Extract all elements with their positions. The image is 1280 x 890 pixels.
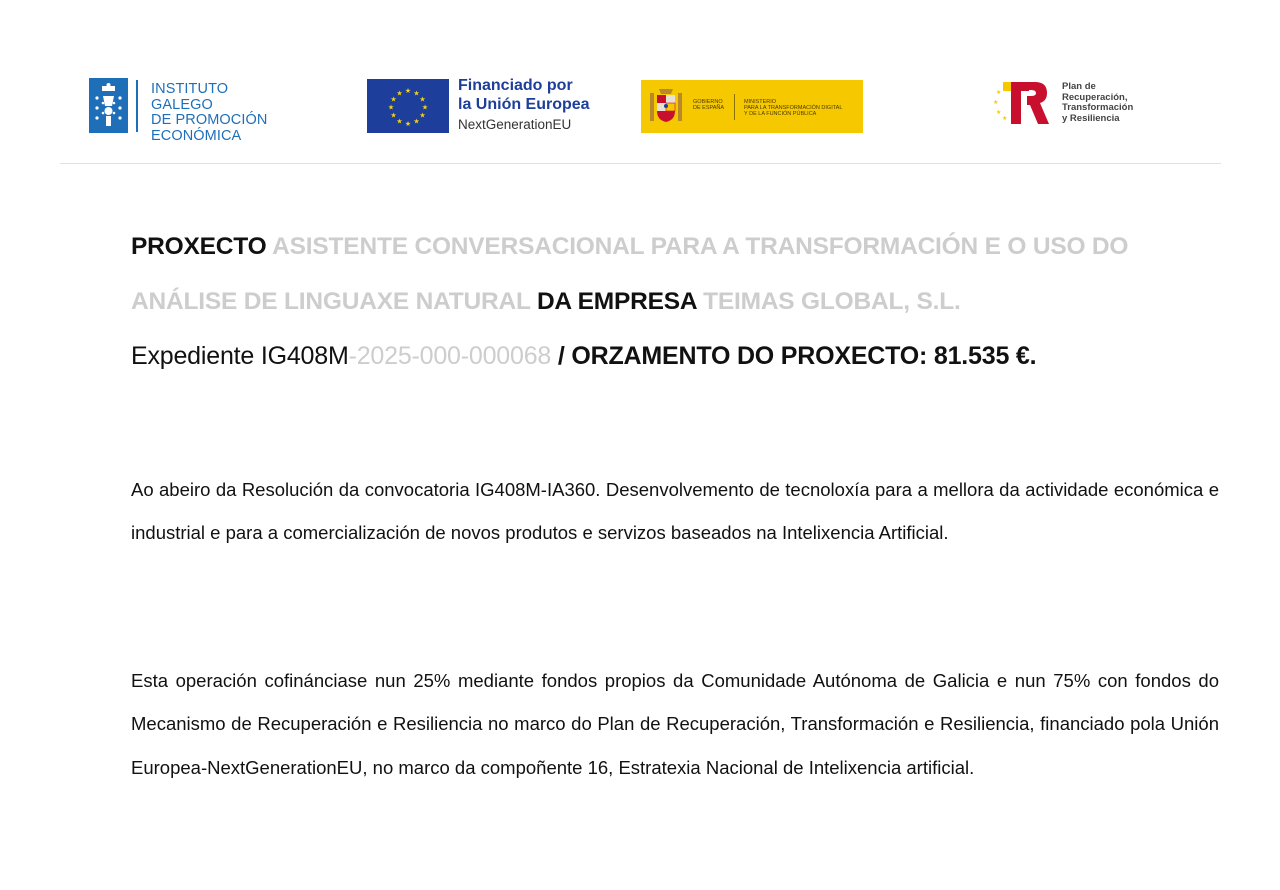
- project-budget: / ORZAMENTO DO PROXECTO: 81.535 €.: [557, 342, 1037, 370]
- eu-funding-logo: [367, 77, 607, 135]
- expediente-number: -2025-000-000068: [348, 342, 552, 370]
- gobierno-separator: [734, 94, 735, 120]
- company-label: DA EMPRESA: [536, 288, 697, 315]
- svg-text:★: ★: [419, 95, 426, 104]
- eu-line1: Financiado por: [458, 77, 573, 94]
- header-divider: [60, 163, 1221, 164]
- gobierno-text: GOBIERNO DE ESPAÑA: [693, 99, 725, 111]
- cofinancing-paragraph: Esta operación cofinánciase nun 25% mediante fondos propios da Comunidade Autónoma de Galicia e nun 75% con fondos do Mecanismo de Recuperación e Resiliencia no marco do Plan de Recuperación, Transformación e Resiliencia, financiado pola Unión Europea-NextGenerationEU, no marco da compoñente 16, Estratexia Nacional de Intelixencia artificial.: [131, 669, 1219, 778]
- svg-text:★: ★: [390, 95, 397, 104]
- gobierno-espana-logo: [641, 80, 863, 133]
- recovery-plan-text: Plan de Recuperación, Transformación y Resiliencia: [1062, 81, 1134, 124]
- resolution-paragraph: Ao abeiro da Resolución da convocatoria IG408M-IA360. Desenvolvemento de tecnoloxía para a mellora da actividade económica e industrial e para a comercialización de novos produtos e servizos baseados na Intelixencia Artificial.: [131, 478, 1219, 543]
- svg-text:★: ★: [390, 111, 397, 120]
- svg-text:★: ★: [396, 117, 403, 126]
- svg-text:★: ★: [396, 89, 403, 98]
- eu-flag-icon: [367, 79, 449, 133]
- eu-line3: NextGenerationEU: [458, 117, 572, 132]
- recovery-plan-tr-icon: [993, 78, 1055, 128]
- project-name-part1: ASISTENTE CONVERSACIONAL PARA A TRANSFORMACIÓN E O USO DO: [272, 233, 1129, 260]
- svg-text:★: ★: [413, 89, 420, 98]
- svg-text:★: ★: [993, 99, 999, 106]
- eu-line2: la Unión Europea: [458, 96, 590, 113]
- igape-divider: [136, 80, 138, 132]
- svg-text:★: ★: [996, 89, 1002, 96]
- title-line-2: [131, 288, 961, 316]
- project-name-part2: ANÁLISE DE LINGUAXE NATURAL: [131, 288, 531, 315]
- svg-text:★: ★: [419, 111, 426, 120]
- svg-text:★: ★: [996, 109, 1002, 116]
- galicia-shield-icon: [89, 78, 128, 133]
- spain-coat-of-arms-icon: [648, 85, 684, 127]
- svg-text:★: ★: [404, 87, 412, 95]
- igape-logo: [89, 78, 289, 144]
- svg-text:★: ★: [387, 103, 395, 112]
- title-line-3: [131, 342, 1036, 371]
- expediente-prefix: Expediente IG408M: [131, 342, 349, 370]
- svg-text:★: ★: [404, 120, 412, 128]
- title-line-1: [131, 233, 1128, 261]
- svg-text:★: ★: [421, 103, 429, 112]
- ministerio-text: MINISTERIO PARA LA TRANSFORMACIÓN DIGITAL Y DE LA FUNCIÓN PÚBLICA: [744, 99, 843, 117]
- company-name: TEIMAS GLOBAL, S.L.: [703, 288, 961, 315]
- logo-header: [0, 0, 1280, 165]
- svg-text:★: ★: [1002, 115, 1008, 122]
- svg-text:★: ★: [413, 117, 420, 126]
- project-label: PROXECTO: [131, 233, 267, 260]
- recovery-plan-logo: [993, 78, 1153, 130]
- igape-name: INSTITUTO GALEGO DE PROMOCIÓN ECONÓMICA: [151, 81, 268, 144]
